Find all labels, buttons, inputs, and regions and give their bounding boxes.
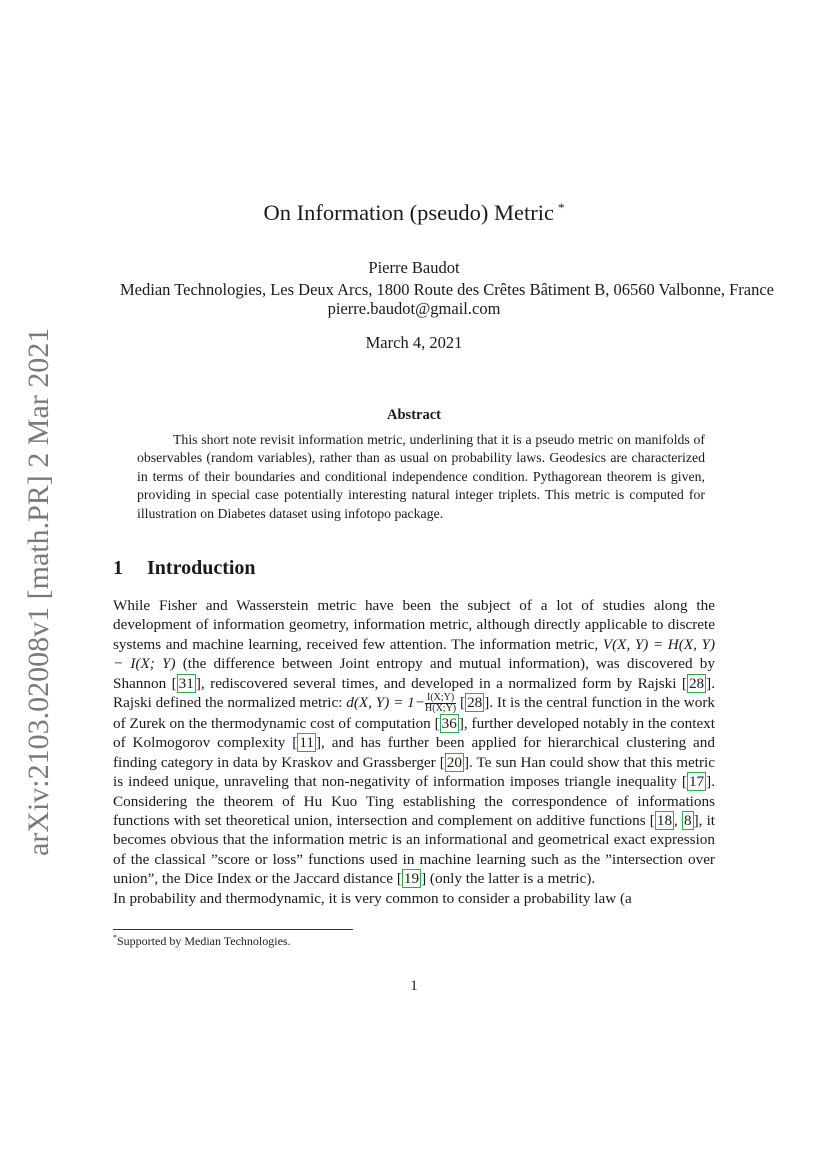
text-span: . It is the central function in the work of Zurek on the thermodynamic cost of computation	[113, 694, 716, 733]
text-span: , and has further been applied for hierarchical clustering and finding category in data by Kraskov and Grassberger	[113, 734, 715, 771]
citation-link[interactable]: 36	[441, 715, 457, 733]
author-affiliation: Median Technologies, Les Deux Arcs, 1800 Route des Crêtes Bâtiment B, 06560 Valbonne, France	[120, 280, 774, 299]
citation-link[interactable]: 20	[446, 753, 462, 771]
fraction-denominator: H(X;Y)	[425, 703, 457, 715]
intro-paragraph-1: While Fisher and Wasserstein metric have been the subject of a lot of studies along the development of information geometry, information metric, although directly applicable to discrete systems and machine learning, received few attention. The information metric, V(X, Y) = H(X, Y) − I(X; Y) (the difference between Joint entropy and mutual information), was discovered by Shannon [ 31 ], rediscovered several times, and developed in a normalized form by Rajski [ 28 ]. Rajski defined the normalized metric: d(X, Y) = 1− $\frac{I(X;Y)}{H(X;Y)}$ [ 28 ]. It is the central function in the work of Zurek on the thermodynamic cost of computation [ 36 ], further developed notably in the context of Kolmogorov complexity [ 11 ], and has further been applied for hierarchical clustering and finding category in data by Kraskov and Grassberger [ 20 ]. Te sun Han could show that this metric is indeed unique, unraveling that non-negativity of information imposes triangle inequality [ 17 ]. Considering the theorem of Hu Kuo Ting establishing the correspondence of informations functions with set theoretical union, intersection and complement on additive functions [ 18 , 8 ], it becomes obvious that the information metric is an informational and geometrical exact expression of the classical ”score or loss” functions used in machine learning such as the ”intersection over union”, the Dice Index or the Jaccard distance [ 19 ] (only the latter is a metric).	[113, 597, 716, 888]
footnote-text: Supported by Median Technologies.	[117, 934, 291, 948]
footnote-mark: *	[113, 933, 117, 942]
paper-date: March 4, 2021	[365, 333, 463, 352]
citation-link[interactable]: 19	[403, 870, 420, 888]
citation-link[interactable]: 8	[683, 812, 692, 830]
section-number: 1	[113, 557, 123, 579]
citation-link[interactable]: 31	[178, 674, 194, 692]
title-text: On Information (pseudo) Metric	[263, 200, 555, 225]
text-span: While Fisher and Wasserstein metric have been the subject of a lot of studies along the development of information geometry, information metric, although directly applicable to discrete systems and machine learning, received few attention. The information metric,	[113, 597, 715, 653]
abstract-heading: Abstract	[387, 407, 441, 423]
text-span: . Considering the theorem of Hu Kuo Ting establishing the correspondence of informations functions with set theoretical union, intersection and complement on additive functions	[113, 773, 715, 830]
text-span: . Rajski defined the normalized metric:	[113, 674, 715, 712]
footnote	[113, 933, 291, 949]
abstract-text: This short note revisit information metric, underlining that it is a pseudo metric on manifolds of observables (random variables), rather than as usual on probability laws. Geodesics are characterized in terms of their boundaries and conditional independence condition. Pythagorean theorem is given, providing in special case potentially interesting natural integer triplets. This metric is computed for illustration on Diabetes dataset using infotopo package.	[137, 432, 705, 521]
math-ddef: d(X, Y) = 1−	[346, 694, 425, 712]
citation-link[interactable]: 28	[688, 674, 705, 692]
introduction-body	[113, 596, 715, 908]
text-span: , further developed notably in the context of Kolmogorov complexity	[113, 715, 715, 752]
arxiv-identifier: arXiv:2103.02008v1 [math.PR] 2 Mar 2021	[22, 327, 55, 856]
citation-link[interactable]: 11	[299, 734, 314, 752]
citation-link[interactable]: 18	[656, 812, 673, 830]
author-email: pierre.baudot@gmail.com	[327, 299, 501, 318]
math-vdef: V(X, Y) = H(X, Y) − I(X; Y)	[113, 635, 716, 673]
citation-link[interactable]: 28	[467, 694, 483, 712]
intro-paragraph-2: In probability and thermodynamic, it is very common to consider a probability law (a	[113, 889, 632, 907]
text-span: (only the latter is a metric).	[426, 870, 596, 888]
paper-title	[0, 200, 828, 226]
citation-link[interactable]: 17	[688, 773, 705, 791]
text-span: , it becomes obvious that the information metric is an informational and geometrical exact expression of the classical ”score or loss” functions used in machine learning such as the ”intersection over union”, the Dice Index or the Jaccard distance	[113, 812, 716, 888]
text-span: (the difference between Joint entropy and mutual information), was discovered by Shannon	[113, 655, 715, 692]
title-footnote-mark: *	[558, 200, 565, 215]
page-number: 1	[410, 978, 418, 994]
math-fraction	[425, 693, 456, 714]
section-heading	[113, 557, 256, 580]
author-name: Pierre Baudot	[368, 258, 460, 277]
section-title: Introduction	[147, 557, 256, 579]
fraction-numerator: I(X;Y)	[426, 692, 455, 704]
footnote-rule	[113, 929, 353, 930]
text-span: . Te sun Han could show that this metric is indeed unique, unraveling that non-negativity of information imposes triangle inequality	[113, 753, 716, 791]
text-span: , rediscovered several times, and developed in a normalized form by Rajski	[200, 674, 682, 692]
